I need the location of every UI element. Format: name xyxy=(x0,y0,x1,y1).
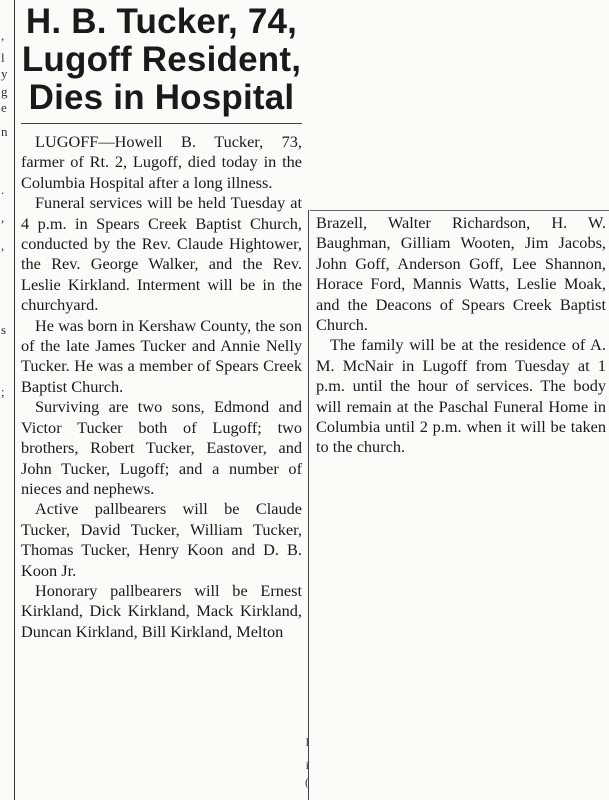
paragraph-dateline: LUGOFF—Howell B. Tucker, 73, farmer of Rt. 2, Lugoff, died today in the Columbia Hospital after a long illness. xyxy=(21,132,302,192)
margin-fragment: y xyxy=(1,66,8,81)
margin-fragment: . xyxy=(1,182,5,197)
margin-fragment: i xyxy=(305,758,309,772)
paragraph-biography: He was born in Kershaw County, the son of the late James Tucker and Annie Nelly Tucker. He was a member of Spears Creek Baptist Church. xyxy=(21,315,302,396)
margin-fragment: , xyxy=(1,28,5,43)
margin-fragment: l xyxy=(305,735,309,749)
paragraph-family-arrangements: The family will be at the residence of A. M. McNair in Lugoff from Tuesday at 1 p.m. until the hour of services. The body will remain at the Paschal Funeral Home in Columbia until 2 p.m. when it will be taken to the church. xyxy=(316,335,606,457)
headline-line-2: Lugoff Resident, xyxy=(21,40,302,79)
headline xyxy=(21,3,302,117)
margin-fragment: e xyxy=(1,100,7,115)
margin-fragment: l xyxy=(1,50,5,65)
left-column-edge xyxy=(0,0,15,800)
margin-fragment: g xyxy=(1,84,8,99)
article-column-2 xyxy=(316,213,606,458)
paragraph-survivors: Surviving are two sons, Edmond and Victor Tucker both of Lugoff; two brothers, Robert Tucker, Eastover, and John Tucker, Lugoff; and a number of nieces and nephews. xyxy=(21,397,302,498)
margin-fragment: , xyxy=(1,210,5,225)
paragraph-funeral-services: Funeral services will be held Tuesday at 4 p.m. in Spears Creek Baptist Church, conducted by the Rev. Claude Hightower, the Rev. George Walker, and the Rev. Leslie Kirkland. Interment will be in the churchyard. xyxy=(21,193,302,315)
margin-fragment: n xyxy=(1,124,8,139)
column-divider xyxy=(305,210,309,800)
headline-line-1: H. B. Tucker, 74, xyxy=(25,2,298,41)
paragraph-honorary-continued: Brazell, Walter Richardson, H. W. Baughman, Gilliam Wooten, Jim Jacobs, John Goff, Anderson Goff, Lee Shannon, Horace Ford, Mannis Watts, Leslie Moak, and the Deacons of Spears Creek Baptist Church. xyxy=(316,213,606,335)
headline-line-3: Dies in Hospital xyxy=(28,78,295,117)
article-column-1 xyxy=(21,0,302,800)
paragraph-active-pallbearers: Active pallbearers will be Claude Tucker, David Tucker, William Tucker, Thomas Tucker, Henry Koon and D. B. Koon Jr. xyxy=(21,499,302,580)
margin-fragment: ( xyxy=(305,775,309,789)
margin-fragment: s xyxy=(1,322,7,337)
headline-rule xyxy=(21,123,302,124)
margin-fragment: , xyxy=(1,238,5,253)
column-top-rule xyxy=(310,210,609,211)
margin-fragment: ; xyxy=(1,384,5,399)
paragraph-honorary-pallbearers: Honorary pallbearers will be Ernest Kirkland, Dick Kirkland, Mack Kirkland, Duncan Kirkland, Bill Kirkland, Melton xyxy=(21,580,302,641)
